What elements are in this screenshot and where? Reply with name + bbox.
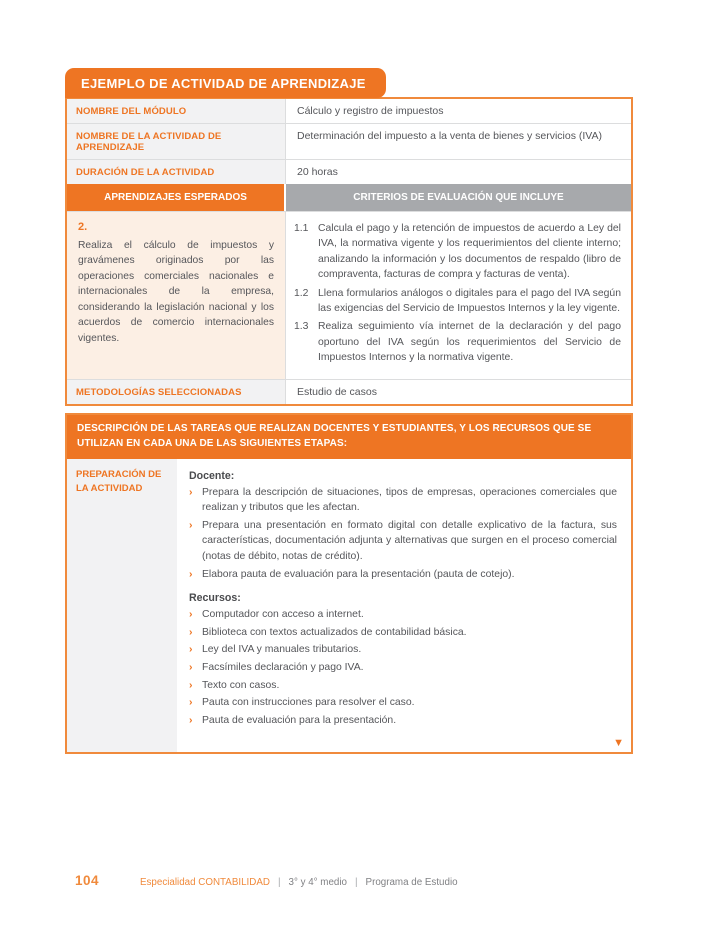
aprendizaje-cell — [67, 212, 286, 379]
learning-content-row — [67, 212, 631, 380]
row-value: Determinación del impuesto a la venta de bienes y servicios (IVA) — [297, 130, 603, 142]
description-banner: DESCRIPCIÓN DE LAS TAREAS QUE REALIZAN DOCENTES Y ESTUDIANTES, Y LOS RECURSOS QUE SE UTILIZAN EN CADA UNA DE LAS SIGUIENTES ETAPAS: — [67, 415, 631, 459]
table-row — [67, 124, 631, 160]
criterio-text: Llena formularios análogos o digitales para el pago del IVA según las exigencias del Servicio de Impuestos Internos y la ley vigente. — [318, 287, 621, 314]
activity-info-table — [65, 97, 633, 406]
row-value: Cálculo y registro de impuestos — [297, 105, 444, 117]
bullet-icon: › — [189, 714, 193, 726]
list-item-text: Biblioteca con textos actualizados de contabilidad básica. — [202, 626, 467, 638]
list-item — [189, 678, 617, 694]
criterio-item — [294, 221, 621, 283]
list-item — [189, 642, 617, 658]
criterios-cell — [286, 212, 631, 379]
list-item — [189, 660, 617, 676]
list-item-text: Pauta con instrucciones para resolver el caso. — [202, 697, 415, 709]
criterio-number: 1.1 — [294, 223, 309, 234]
list-item-text: Computador con acceso a internet. — [202, 609, 364, 621]
list-item — [189, 567, 617, 583]
list-item-text: Facsímiles declaración y pago IVA. — [202, 662, 364, 673]
table-row — [67, 99, 631, 124]
document-page — [65, 68, 633, 754]
footer-separator: | — [354, 877, 358, 888]
bullet-icon: › — [189, 568, 193, 580]
list-item-text: Prepara una presentación en formato digital con detalle explicativo de la factura, sus características, documentación adjunta y alternativas que surgen en el proceso comercial (notas de débito, notas de crédito). — [202, 519, 617, 562]
docente-heading: Docente: — [189, 469, 235, 482]
row-label: DURACIÓN DE LA ACTIVIDAD — [67, 160, 286, 184]
list-item-text: Prepara la descripción de situaciones, tipos de empresas, operaciones comerciales que realizan y tributos que les afectan. — [202, 486, 617, 514]
aprendizaje-text: Realiza el cálculo de impuestos y gravámenes originados por las operaciones comerciales nacionales e internacionales de la empresa, considerando la legislación nacional y los acuerdos de comercio internacionales vigentes. — [78, 240, 274, 344]
bullet-icon: › — [189, 519, 193, 531]
list-item — [189, 607, 617, 623]
criterio-number: 1.3 — [294, 321, 309, 333]
bullet-icon: › — [189, 662, 193, 673]
recursos-list — [189, 607, 617, 728]
list-item — [189, 518, 617, 565]
bullet-icon: › — [189, 626, 193, 638]
preparation-label: PREPARACIÓN DE LA ACTIVIDAD — [67, 459, 177, 753]
list-item-text: Elabora pauta de evaluación para la presentación (pauta de cotejo). — [202, 568, 515, 580]
criterio-text: Realiza seguimiento vía internet de la declaración y del pago oportuno del IVA según los requerimientos del Servicio de Impuestos Internos y la normativa vigente. — [318, 321, 621, 364]
tasks-description-table — [65, 413, 633, 755]
bullet-icon: › — [189, 679, 193, 691]
list-item — [189, 625, 617, 641]
footer-separator: | — [277, 877, 281, 888]
page-number: 104 — [75, 873, 100, 888]
column-headers-row — [67, 184, 631, 212]
metodologias-label: METODOLOGÍAS SELECCIONADAS — [67, 380, 286, 404]
page-title: EJEMPLO DE ACTIVIDAD DE APRENDIZAJE — [65, 68, 386, 98]
list-item-text: Ley del IVA y manuales tributarios. — [202, 644, 362, 656]
bullet-icon: › — [189, 644, 193, 656]
row-value: 20 horas — [297, 166, 338, 178]
recursos-heading: Recursos: — [189, 592, 241, 605]
list-item — [189, 713, 617, 729]
info-rows — [67, 99, 631, 184]
aprendizajes-header: APRENDIZAJES ESPERADOS — [67, 184, 286, 211]
page-footer — [75, 873, 458, 888]
list-item-text: Texto con casos. — [202, 679, 280, 691]
table-row — [67, 160, 631, 184]
docente-list — [189, 485, 617, 583]
footer-specialty: Especialidad CONTABILIDAD — [140, 877, 270, 888]
criterio-number: 1.2 — [294, 287, 309, 299]
continuation-arrow-icon: ▼ — [613, 737, 624, 750]
preparation-row — [67, 459, 631, 753]
footer-program: Programa de Estudio — [365, 877, 458, 888]
metodologias-row — [67, 380, 631, 404]
criterio-text: Calcula el pago y la retención de impuestos de acuerdo a Ley del IVA, la normativa vigente y los requerimientos del cliente interno; analizando la información y los documentos de respaldo (libro de compraventa, facturas de compra y facturas de venta). — [318, 223, 621, 281]
metodologias-value: Estudio de casos — [297, 385, 377, 398]
row-label: NOMBRE DE LA ACTIVIDAD DE APRENDIZAJE — [67, 124, 286, 159]
list-item — [189, 695, 617, 711]
preparation-content — [177, 459, 631, 753]
bullet-icon: › — [189, 609, 193, 621]
aprendizaje-number: 2. — [78, 221, 88, 233]
bullet-icon: › — [189, 697, 193, 709]
list-item-text: Pauta de evaluación para la presentación. — [202, 714, 397, 726]
footer-grade: 3° y 4° medio — [288, 877, 347, 888]
criterio-item — [294, 286, 621, 317]
criterios-header: CRITERIOS DE EVALUACIÓN QUE INCLUYE — [286, 184, 631, 211]
row-label: NOMBRE DEL MÓDULO — [67, 99, 286, 123]
bullet-icon: › — [189, 486, 193, 498]
footer-meta — [140, 877, 458, 888]
list-item — [189, 485, 617, 516]
criterio-item — [294, 319, 621, 365]
